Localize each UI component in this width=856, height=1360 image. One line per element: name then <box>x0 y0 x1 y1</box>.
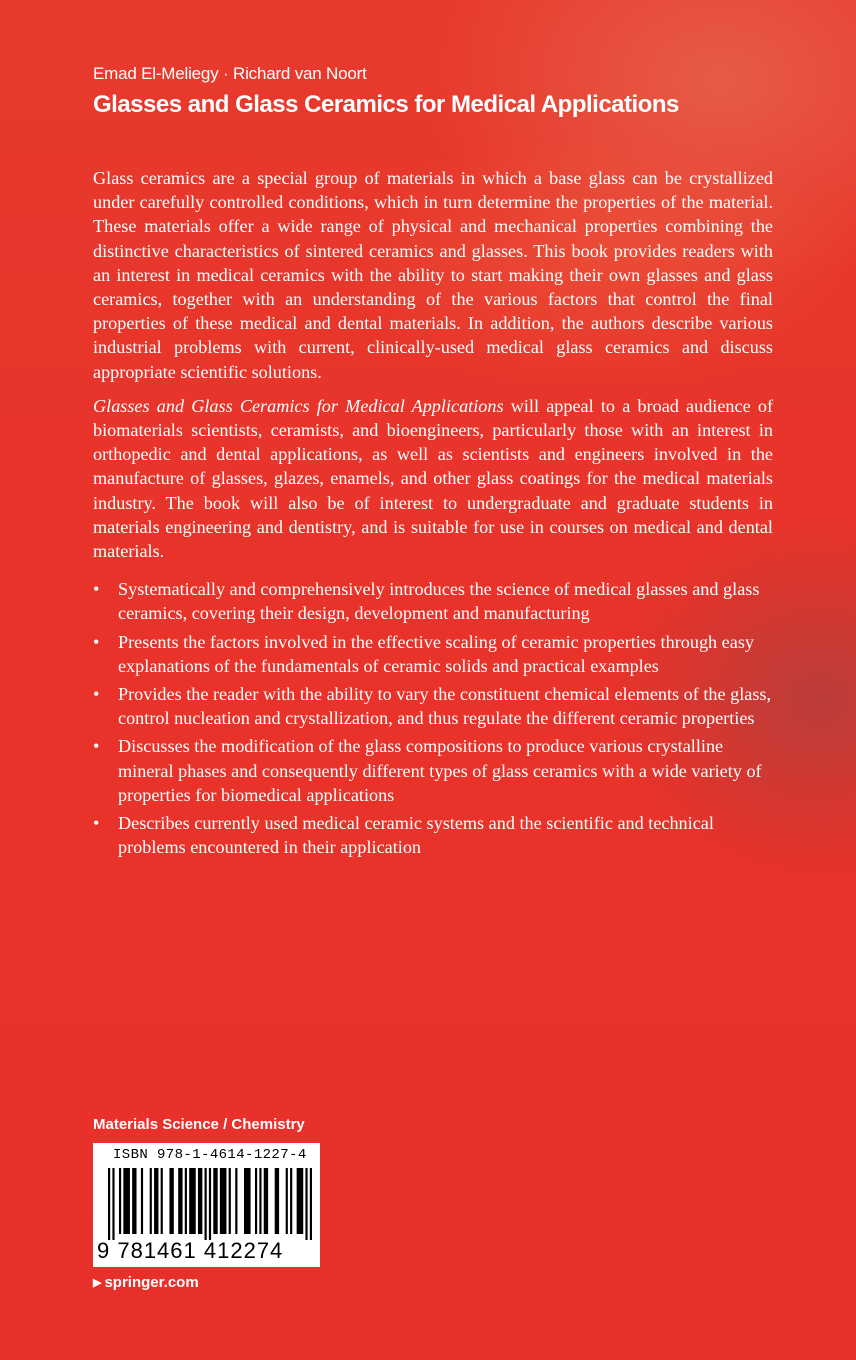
ean-digits: 9 781461 412274 <box>97 1238 284 1263</box>
blurb-paragraph-1: Glass ceramics are a special group of materials in which a base glass can be crystallized under carefully controlled conditions, which in turn determine the properties of the material. These materials offer a wide range of physical and mechanical properties combining the distinctive characteristics of sintered ceramics and glasses. This book provides readers with an interest in medical ceramics with the ability to start making their own glasses and glass ceramics, together with an understanding of the various factors that control the final properties of these medical and dental materials. In addition, the authors describe various industrial problems with current, clinically-used medical glass ceramics and discuss appropriate scientific solutions. <box>93 168 773 382</box>
barcode-bar <box>235 1168 237 1234</box>
barcode-bar <box>220 1168 227 1234</box>
barcode-bar <box>189 1168 196 1234</box>
isbn-barcode <box>93 1143 320 1267</box>
author-names: Emad El-Meliegy · Richard van Noort <box>93 64 367 83</box>
barcode-bar <box>205 1168 207 1240</box>
barcode-bar <box>310 1168 312 1240</box>
blurb-paragraph-2-text: will appeal to a broad audience of biomaterials scientists, ceramists, and bioengineers, particularly those with an interest in orthopedic and dental applications, as well as scientists and engineers involved in the manufacture of glasses, glazes, enamels, and other glass coatings for the medical materials industry. The book will also be of interest to undergraduate and graduate students in materials engineering and dentistry, and is suitable for use in courses on medical and dental materials. <box>93 395 774 562</box>
barcode-bar <box>297 1168 304 1234</box>
book-title: Glasses and Glass Ceramics for Medical Applications <box>93 91 679 118</box>
barcode-bar <box>229 1168 231 1234</box>
blurb <box>93 166 773 863</box>
barcode-bar <box>185 1168 187 1234</box>
barcode-bar <box>161 1168 163 1234</box>
barcode-bar <box>178 1168 182 1234</box>
blurb-paragraph-2 <box>93 394 773 563</box>
isbn-number: ISBN 978-1-4614-1227-4 <box>113 1147 307 1163</box>
publisher-url: springer.com <box>104 1274 199 1291</box>
barcode-bar <box>209 1168 211 1240</box>
barcode-bar <box>150 1168 152 1234</box>
blurb-book-title: Glasses and Glass Ceramics for Medical Applications <box>93 395 504 416</box>
barcode-bar <box>259 1168 261 1234</box>
barcode-bar <box>213 1168 217 1234</box>
barcode-bar <box>169 1168 173 1234</box>
barcode-bar <box>264 1168 268 1234</box>
barcode-bar <box>123 1168 130 1234</box>
barcode-bar <box>290 1168 292 1234</box>
feature-list <box>93 577 773 859</box>
barcode-bar <box>112 1168 114 1240</box>
barcode-bar <box>286 1168 288 1234</box>
feature-item: • Presents the factors involved in the effective scaling of ceramic properties through easy explanations of the fundamentals of ceramic solids and practical examples <box>93 630 773 678</box>
barcode-bar <box>154 1168 158 1234</box>
barcode-bar <box>141 1168 143 1234</box>
feature-item: • Describes currently used medical ceramic systems and the scientific and technical problems encountered in their application <box>93 811 773 859</box>
subject-category: Materials Science / Chemistry <box>93 1116 305 1133</box>
barcode-bar <box>108 1168 110 1240</box>
barcode-bar <box>275 1168 279 1234</box>
barcode-bar <box>255 1168 257 1234</box>
feature-item: • Discusses the modification of the glass compositions to produce various crystalline mineral phases and consequently different types of glass ceramics with a wide variety of properties for biomedical applications <box>93 734 773 807</box>
barcode-bar <box>244 1168 251 1234</box>
feature-item: • Systematically and comprehensively introduces the science of medical glasses and glass ceramics, covering their design, development and manufacturing <box>93 577 773 625</box>
barcode-bar <box>119 1168 121 1234</box>
barcode-bar <box>132 1168 136 1234</box>
barcode-bars <box>108 1168 312 1240</box>
feature-item: • Provides the reader with the ability to vary the constituent chemical elements of the glass, control nucleation and crystallization, and thus regulate the different ceramic properties <box>93 682 773 730</box>
barcode-bar <box>305 1168 307 1240</box>
publisher-link[interactable] <box>93 1274 199 1291</box>
barcode-bar <box>198 1168 202 1234</box>
play-arrow-icon: ▶ <box>93 1277 102 1289</box>
